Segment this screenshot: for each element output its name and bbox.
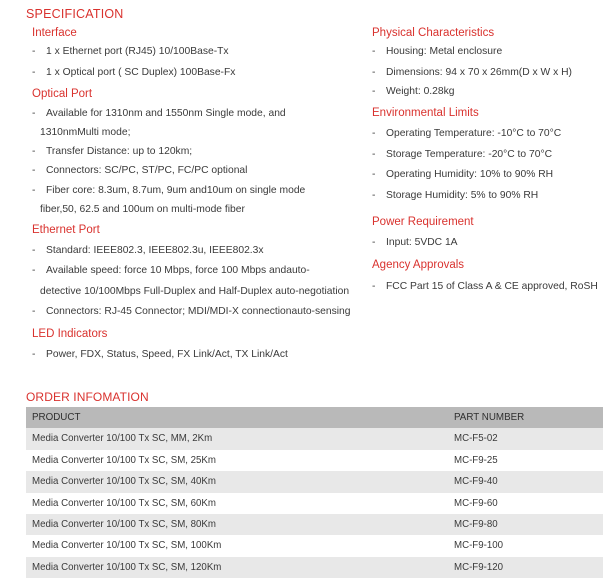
part-number-cell: MC-F9-100 <box>454 540 503 552</box>
part-number-cell: MC-F9-120 <box>454 561 503 573</box>
ethernet-item: - Available speed: force 10 Mbps, force 100 Mbps andauto- <box>32 265 310 276</box>
led-item: - Power, FDX, Status, Speed, FX Link/Act, TX Link/Act <box>32 349 288 360</box>
table-row <box>26 493 603 514</box>
physical-heading: Physical Characteristics <box>372 27 495 39</box>
ethernet-item-continued: detective 10/100Mbps Full-Duplex and Half-Duplex auto-negotiation <box>40 286 350 297</box>
power-item: - Input: 5VDC 1A <box>372 237 458 248</box>
environmental-item: - Storage Temperature: -20°C to 70°C <box>372 149 553 160</box>
power-heading: Power Requirement <box>372 216 474 228</box>
part-number-cell: MC-F9-60 <box>454 497 498 509</box>
product-column-header: PRODUCT <box>32 412 81 423</box>
optical-item: - Fiber core: 8.3um, 8.7um, 9um and10um on single mode <box>32 185 306 196</box>
part-number-cell: MC-F9-25 <box>454 454 498 466</box>
interface-item: - 1 x Ethernet port (RJ45) 10/100Base-Tx <box>32 46 229 57</box>
part-number-cell: MC-F9-80 <box>454 518 498 530</box>
ethernet-item: - Connectors: RJ-45 Connector; MDI/MDI-X connectionauto-sensing <box>32 306 351 317</box>
product-cell: Media Converter 10/100 Tx SC, SM, 100Km <box>32 540 222 552</box>
interface-heading: Interface <box>32 27 77 39</box>
optical-item-continued: fiber,50, 62.5 and 100um on multi-mode fiber <box>40 204 245 215</box>
agency-heading: Agency Approvals <box>372 259 465 271</box>
table-row <box>26 471 603 492</box>
product-cell: Media Converter 10/100 Tx SC, SM, 25Km <box>32 454 216 466</box>
product-cell: Media Converter 10/100 Tx SC, SM, 60Km <box>32 497 216 509</box>
spec-title: SPECIFICATION <box>26 7 124 21</box>
order-table-header <box>26 407 603 428</box>
physical-item: - Dimensions: 94 x 70 x 26mm(D x W x H) <box>372 67 572 78</box>
optical-item: - Transfer Distance: up to 120km; <box>32 146 193 157</box>
order-table <box>26 407 603 578</box>
optical-item-continued: 1310nmMulti mode; <box>40 127 131 138</box>
part-number-cell: MC-F5-02 <box>454 433 498 445</box>
optical-item: - Available for 1310nm and 1550nm Single mode, and <box>32 108 286 119</box>
led-heading: LED Indicators <box>32 328 108 340</box>
product-cell: Media Converter 10/100 Tx SC, SM, 80Km <box>32 518 216 530</box>
optical-item: - Connectors: SC/PC, ST/PC, FC/PC optional <box>32 165 248 176</box>
table-row <box>26 514 603 535</box>
product-cell: Media Converter 10/100 Tx SC, SM, 40Km <box>32 476 216 488</box>
table-row <box>26 535 603 556</box>
environmental-heading: Environmental Limits <box>372 107 479 119</box>
table-row <box>26 557 603 578</box>
ethernet-heading: Ethernet Port <box>32 224 100 236</box>
environmental-item: - Storage Humidity: 5% to 90% RH <box>372 190 539 201</box>
ethernet-item: - Standard: IEEE802.3, IEEE802.3u, IEEE802.3x <box>32 245 264 256</box>
physical-item: - Housing: Metal enclosure <box>372 46 503 57</box>
order-title: ORDER INFOMATION <box>26 390 149 404</box>
interface-item: - 1 x Optical port ( SC Duplex) 100Base-Fx <box>32 67 236 78</box>
agency-item: - FCC Part 15 of Class A & CE approved, RoSH <box>372 281 598 292</box>
part-number-cell: MC-F9-40 <box>454 476 498 488</box>
table-row <box>26 428 603 449</box>
part-number-column-header: PART NUMBER <box>454 412 525 423</box>
table-row <box>26 450 603 471</box>
environmental-item: - Operating Temperature: -10°C to 70°C <box>372 128 562 139</box>
optical-heading: Optical Port <box>32 88 93 100</box>
product-cell: Media Converter 10/100 Tx SC, MM, 2Km <box>32 433 213 445</box>
environmental-item: - Operating Humidity: 10% to 90% RH <box>372 169 554 180</box>
physical-item: - Weight: 0.28kg <box>372 86 455 97</box>
product-cell: Media Converter 10/100 Tx SC, SM, 120Km <box>32 561 222 573</box>
